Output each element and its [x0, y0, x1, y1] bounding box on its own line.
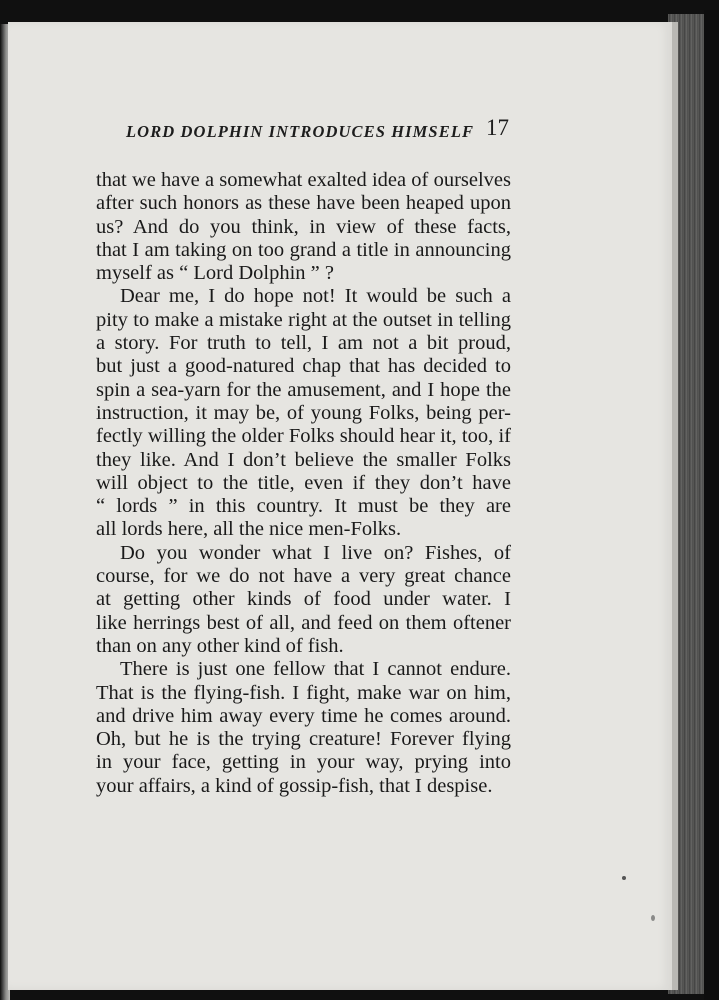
text-line: like herrings best of all, and feed on them oftener — [96, 611, 511, 634]
text-line: in your face, getting in your way, prying into — [96, 751, 511, 774]
paper-speck — [651, 915, 655, 921]
paper-speck — [622, 876, 626, 880]
text-line: than on any other kind of fish. — [96, 634, 344, 657]
text-line: There is just one fellow that I cannot endure. — [120, 658, 511, 681]
text-line: they like. And I don’t believe the smaller Folks — [96, 448, 511, 471]
text-line: at getting other kinds of food under water. I — [96, 588, 511, 611]
text-line: your affairs, a kind of gossip-fish, that I despise. — [96, 774, 493, 797]
text-line: all lords here, all the nice men-Folks. — [96, 518, 402, 541]
text-line: pity to make a mistake right at the outset in telling — [96, 308, 511, 331]
page-gutter — [672, 22, 678, 990]
text-line: myself as “ Lord Dolphin ” ? — [96, 262, 334, 285]
page-number: 17 — [486, 115, 509, 140]
text-line: but just a good-natured chap that has decided to — [96, 355, 511, 378]
text-line: that I am taking on too grand a title in announcing — [96, 238, 511, 261]
text-line: course, for we do not have a very great chance — [96, 565, 511, 588]
text-line: after such honors as these have been heaped upon — [96, 192, 511, 215]
body-text — [96, 169, 511, 798]
text-line: spin a sea-yarn for the amusement, and I hope the — [96, 378, 511, 401]
text-line: will object to the title, even if they don’t have — [96, 471, 511, 494]
text-line: Do you wonder what I live on? Fishes, of — [120, 541, 511, 564]
book-page — [8, 22, 672, 990]
text-line: us? And do you think, in view of these facts, — [96, 215, 511, 238]
running-head: LORD DOLPHIN INTRODUCES HIMSELF — [126, 122, 475, 141]
text-line: Dear me, I do hope not! It would be such a — [120, 285, 511, 308]
text-line: a story. For truth to tell, I am not a bit proud, — [96, 332, 511, 355]
text-line: Oh, but he is the trying creature! Forever flying — [96, 728, 511, 751]
text-line: and drive him away every time he comes around. — [96, 704, 511, 727]
scan-right-edge — [704, 10, 719, 1000]
text-line: fectly willing the older Folks should hear it, too, if — [96, 425, 511, 448]
text-line: “ lords ” in this country. It must be they are — [96, 495, 511, 518]
page-header — [8, 110, 672, 146]
text-line: that we have a somewhat exalted idea of ourselves — [96, 169, 511, 191]
text-line: instruction, it may be, of young Folks, being per- — [96, 401, 511, 424]
text-line: That is the flying-fish. I fight, make war on him, — [96, 681, 511, 704]
